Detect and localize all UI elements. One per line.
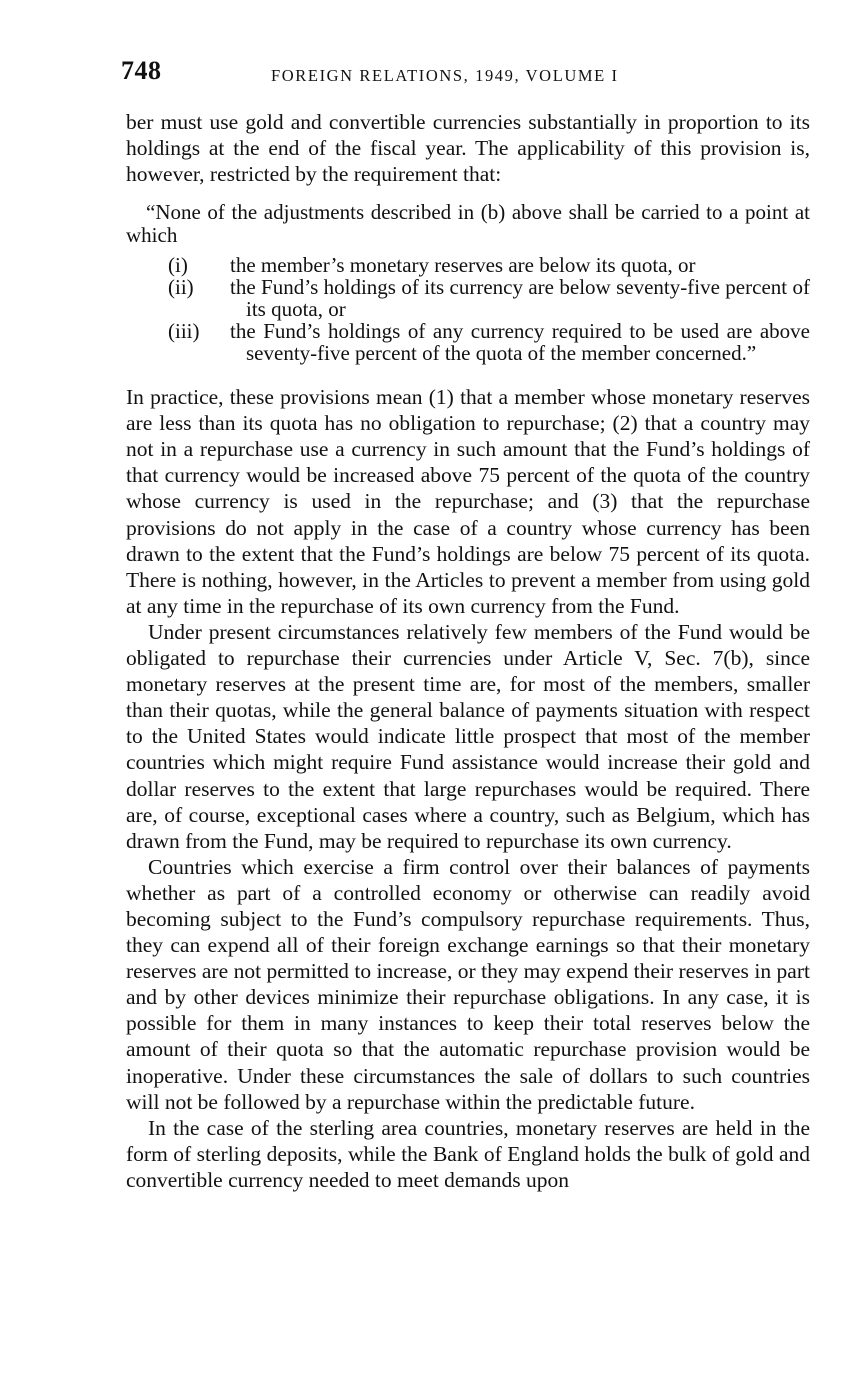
body-text	[126, 109, 810, 1193]
item-number: (i)	[168, 253, 188, 278]
item-text: the Fund’s holdings of its currency are below seventy-five percent of its quota, or	[230, 275, 810, 322]
item-text: the member’s monetary reserves are below its quota, or	[230, 253, 696, 278]
quotation-item	[126, 276, 810, 320]
quotation-item	[126, 254, 810, 276]
page-number: 748	[121, 56, 162, 85]
item-number: (ii)	[168, 275, 194, 300]
quotation-item	[126, 320, 810, 364]
paragraph: In the case of the sterling area countries, monetary reserves are held in the form of sterling deposits, while the Bank of England holds the bulk of gold and convertible currency needed to meet demands upon	[126, 1115, 810, 1192]
page-header	[121, 56, 811, 92]
item-number: (iii)	[168, 319, 200, 344]
running-head: FOREIGN RELATIONS, 1949, VOLUME I	[271, 66, 619, 85]
quotation-intro: “None of the adjustments described in (b) above shall be carried to a point at which	[126, 200, 810, 247]
paragraph: Under present circumstances relatively few members of the Fund would be obligated to repurchase their currencies under Article V, Sec. 7(b), since monetary reserves at the present time are, for most of the members, smaller than their quotas, while the general balance of payments situation with respect to the United States would indicate little prospect that most of the member countries which might require Fund assistance would increase their gold and dollar reserves to the extent that large repurchases would be required. There are, of course, exceptional cases where a country, such as Belgium, which has drawn from the Fund, may be required to repurchase its own currency.	[126, 619, 810, 853]
paragraph-continuation: ber must use gold and convertible currencies substantially in proportion to its holdings at the end of the fiscal year. The applicability of this provision is, however, restricted by the requirement that:	[126, 110, 810, 187]
paragraph: Countries which exercise a firm control over their balances of payments whether as part of a controlled economy or otherwise can readily avoid becoming subject to the Fund’s compulsory repurchase requirements. Thus, they can expend all of their foreign exchange earnings so that their monetary reserves are not permitted to increase, or they may expend their reserves in part and by other devices minimize their repurchase obligations. In any case, it is possible for them in many instances to keep their total reserves below the amount of their quota so that the automatic repurchase provision would be inoperative. Under these circumstances the sale of dollars to such countries will not be followed by a repurchase within the predictable future.	[126, 854, 810, 1114]
quotation-list	[126, 254, 810, 364]
item-text: the Fund’s holdings of any currency required to be used are above seventy-five percent of the quota of the member concerned.”	[230, 319, 810, 366]
paragraph: In practice, these provisions mean (1) that a member whose monetary reserves are less than its quota has no obligation to repurchase; (2) that a country may not in a repurchase use a currency in such amount that the Fund’s holdings of that currency would be increased above 75 percent of the quota of the country whose currency is used in the repurchase; and (3) that the repurchase provisions do not apply in the case of a country whose currency has been drawn to the extent that the Fund’s holdings are below 75 percent of its quota. There is nothing, however, in the Articles to prevent a member from using gold at any time in the repurchase of its own currency from the Fund.	[126, 385, 810, 618]
